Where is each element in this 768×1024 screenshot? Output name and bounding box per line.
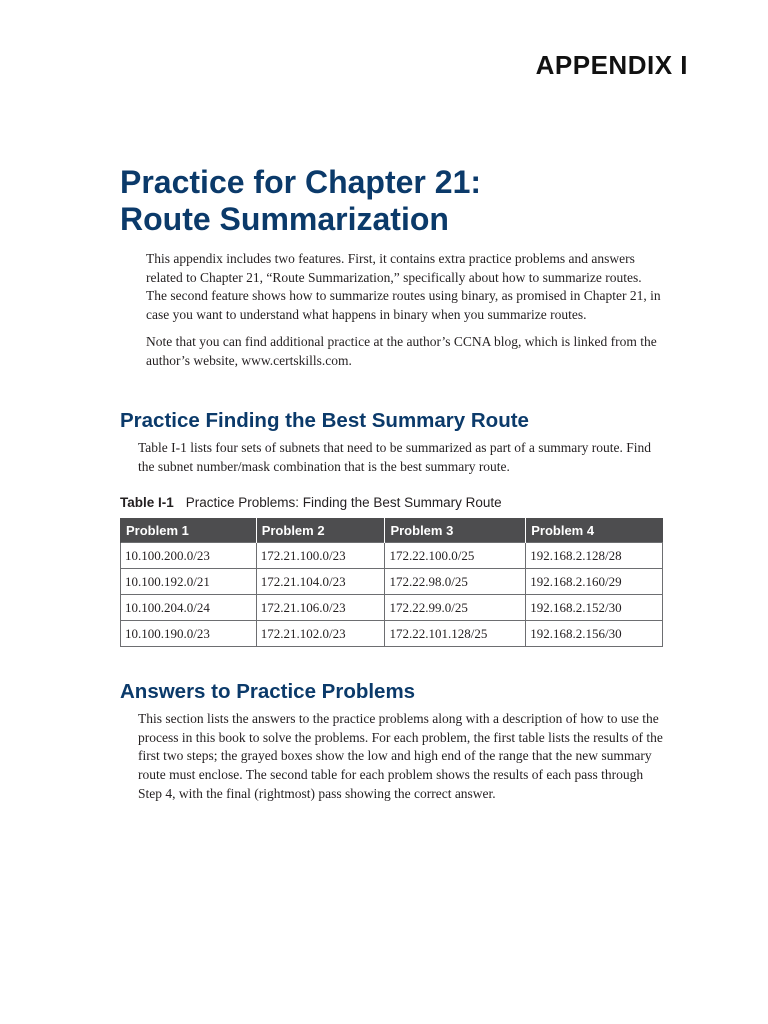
table-header-cell: Problem 4 <box>526 518 663 543</box>
practice-section-heading: Practice Finding the Best Summary Route <box>120 409 529 432</box>
intro-paragraph-2: Note that you can find additional practice at the author’s CCNA blog, which is linked from the author’s website, www.certskills.com. <box>146 333 657 368</box>
practice-section-paragraph: Table I-1 lists four sets of subnets that need to be summarized as part of a summary route. Find the subnet number/mask combination that is the best summary route. <box>138 440 652 474</box>
table-header-row <box>121 518 663 543</box>
table-cell: 10.100.200.0/23 <box>121 543 257 569</box>
table-cell: 192.168.2.160/29 <box>526 569 663 595</box>
table-row <box>121 543 663 569</box>
chapter-title <box>120 164 720 238</box>
practice-problems-table <box>120 518 663 647</box>
table-cell: 192.168.2.128/28 <box>526 543 663 569</box>
table-caption-number: Table I-1 <box>120 495 174 510</box>
table-cell: 172.22.99.0/25 <box>385 595 526 621</box>
appendix-label: APPENDIX I <box>535 50 688 80</box>
table-header-cell: Problem 3 <box>385 518 526 543</box>
table-caption <box>120 495 502 510</box>
table-cell: 10.100.192.0/21 <box>121 569 257 595</box>
table-header-cell: Problem 1 <box>121 518 257 543</box>
table-cell: 192.168.2.152/30 <box>526 595 663 621</box>
table-row <box>121 621 663 647</box>
table-header-cell: Problem 2 <box>256 518 385 543</box>
table-cell: 172.21.100.0/23 <box>256 543 385 569</box>
intro-paragraph-1: This appendix includes two features. First, it contains extra practice problems and answers related to Chapter 21, “Route Summarization,” specifically about how to summarize routes. The second feature shows how to summarize routes using binary, as promised in Chapter 21, in case you want to understand what happens in binary when you summarize routes. <box>146 251 661 323</box>
table-cell: 172.21.106.0/23 <box>256 595 385 621</box>
answers-section-heading: Answers to Practice Problems <box>120 680 416 703</box>
answers-section-paragraph: This section lists the answers to the practice problems along with a description of how to use the process in this book to solve the problems. For each problem, the first table lists the results of the first two steps; the grayed boxes show the low and high end of the range that the new summary route must enclose. The second table for each problem shows the results of each pass through Step 4, with the final (rightmost) pass showing the correct answer. <box>138 711 663 801</box>
table-cell: 172.22.101.128/25 <box>385 621 526 647</box>
table-row <box>121 595 663 621</box>
table-cell: 172.21.104.0/23 <box>256 569 385 595</box>
table-cell: 172.22.100.0/25 <box>385 543 526 569</box>
table-row <box>121 569 663 595</box>
table-cell: 172.22.98.0/25 <box>385 569 526 595</box>
table-cell: 10.100.190.0/23 <box>121 621 257 647</box>
table-caption-title: Practice Problems: Finding the Best Summary Route <box>185 495 502 510</box>
table-cell: 192.168.2.156/30 <box>526 621 663 647</box>
table-cell: 10.100.204.0/24 <box>121 595 257 621</box>
table-cell: 172.21.102.0/23 <box>256 621 385 647</box>
intro-text <box>146 250 664 370</box>
chapter-title-line-2: Route Summarization <box>120 201 449 237</box>
chapter-title-line-1: Practice for Chapter 21: <box>120 164 482 200</box>
